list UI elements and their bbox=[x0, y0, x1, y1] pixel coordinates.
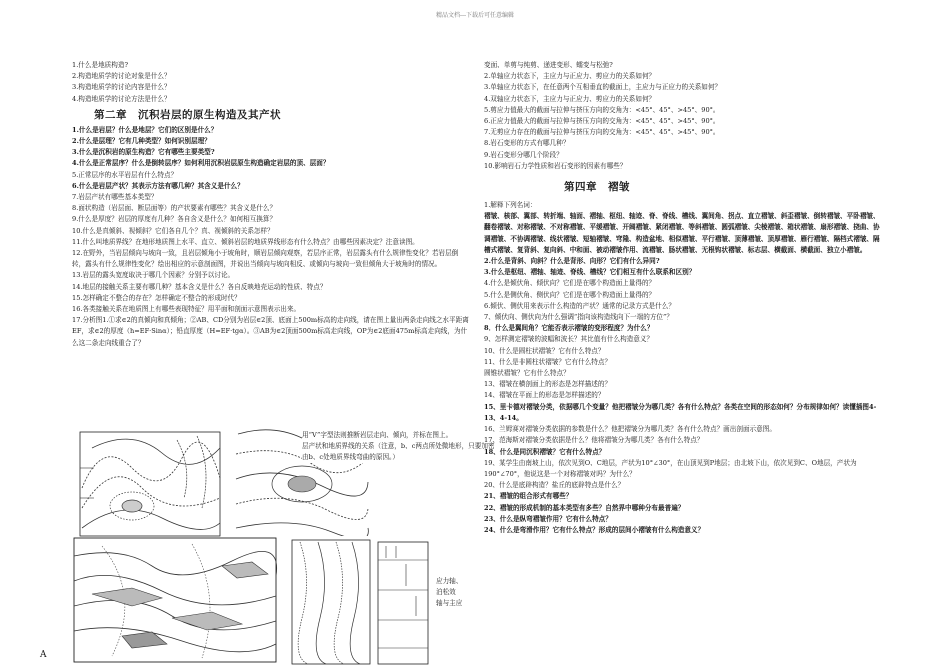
geologic-map-figure-3 bbox=[72, 536, 278, 664]
question-item: 8.岩石变形的方式有哪几种？ bbox=[484, 139, 570, 148]
question-item: 8．什么是翼间角？它能否表示褶皱的变形程度？为什么？ bbox=[484, 324, 654, 333]
question-item: 17、范海斯对褶皱分类依据是什么？他将褶皱分为哪几类？各有什么特点？ bbox=[484, 436, 704, 445]
question-item: 18、什么是同沉积褶皱？它有什么特点？ bbox=[484, 447, 606, 456]
question-item: 圆锥状褶皱？它有什么特点？ bbox=[484, 369, 570, 378]
text-fragment: 轴与主应 bbox=[436, 598, 462, 609]
question-item: 7.无剪应力存在的截面与拉伸与挤压方向的交角为：<45°、45°、>45°、90°。 bbox=[484, 128, 720, 137]
question-item: 13.岩层的露头宽度取决于哪几个因素？分别予以讨论。 bbox=[72, 271, 235, 280]
question-item: 14.地层的接触关系主要有哪几种？基本含义是什么？各自反映地壳运动的性质、特点？ bbox=[72, 282, 327, 291]
question-item: 2.单轴应力状态下，主应力与正应力、剪应力的关系如何？ bbox=[484, 72, 656, 81]
geologic-map-figure-6 bbox=[376, 540, 430, 666]
geologic-map-figure-5 bbox=[290, 538, 372, 666]
question-item: 1.什么是岩层？什么是地层？它们的区别是什么？ bbox=[72, 125, 218, 134]
text-fragment: 应力轴、 bbox=[436, 576, 462, 587]
question-item: 21、褶皱的组合形式有哪些？ bbox=[484, 492, 573, 501]
text-fragment: 层产状和地质界线的关系（注意，b、c两点所处微地形，只要加密 bbox=[302, 441, 495, 452]
question-item: 4.双轴应力状态下，主应力与正应力、剪应力的关系如何？ bbox=[484, 94, 656, 103]
question-item: 3.什么是沉积岩的原生构造？它有哪些主要类型? bbox=[72, 148, 215, 157]
question-item: 1.解释下列名词： bbox=[484, 201, 537, 210]
question-item: 23、什么是纵弯褶皱作用？它有什么特点？ bbox=[484, 514, 612, 523]
question-item: 4.什么是正常层序？什么是倒转层序？如何利用沉积岩层原生构造确定岩层的顶、层面？ bbox=[72, 159, 330, 168]
question-item: 19、某学生由南坡上山，依次见到O、C地层，产状为10°∠30°，在山顶见到P地层；由北坡下山，依次见到C、O地层，产状为190°∠70°，他说这是一个对称褶皱对吗？为什么？ bbox=[484, 458, 857, 478]
chapter-4-title: 第四章 褶皱 bbox=[564, 181, 630, 194]
question-item: 15、里卡德对褶皱分类，依据哪几个变量？他把褶皱分为哪几类？各有什么特点？各类在空间的形态如何？分布规律如何？读懂插图4-13、4-14。 bbox=[484, 402, 877, 422]
question-item: 9、怎样测定褶皱的波幅和波长？其比值有什么构造意义？ bbox=[484, 335, 654, 344]
right-column bbox=[484, 60, 884, 536]
text-fragment: 泊松效 bbox=[436, 587, 456, 598]
question-item: 11、什么是非圆柱状褶皱？它有什么特点？ bbox=[484, 357, 612, 366]
question-item: 10.影响岩石力学性质和岩石变形的因素有哪些？ bbox=[484, 161, 627, 170]
question-item: 2.什么是层理？它有几种类型？如何识别层理？ bbox=[72, 137, 211, 146]
chapter-2-title: 第二章 沉积岩层的原生构造及其产状 bbox=[94, 108, 281, 121]
question-item: 5.剪应力值最大的截面与拉伸与挤压方向的交角为：<45°、45°、>45°、90°。 bbox=[484, 105, 720, 114]
question-item: 3.单轴应力状态下，在任意两个互相垂直的截面上，主应力与正应力的关系如何？ bbox=[484, 83, 722, 92]
question-item: 8.面状构造（岩层面、断层面等）的产状要素有哪些？其含义是什么？ bbox=[72, 204, 277, 213]
question-item: 2.构造地质学的讨论对象是什么？ bbox=[72, 72, 171, 81]
question-item: 22、褶皱的形成机制的基本类型有多些？自然界中哪种分布最普遍？ bbox=[484, 503, 685, 512]
question-item: 5.什么是侧伏角、侧伏向？它们是在哪个构造面上量得的？ bbox=[484, 290, 656, 299]
question-item: 2.什么是背斜、向斜？什么是背形、向形？它们有什么异同? bbox=[484, 257, 660, 266]
question-item: 12.在野外，当岩层倾向与坡向一致，且岩层倾角小于坡角时，顺岩层倾向观察，若层序正常，岩层露头有什么规律性变化？若岩层倒转，露头有什么规律性变化？绘出相应的示意剖面图，并说出当倾向与坡向相反、或倾向与坡向一致但倾角大于坡角时的情况。 bbox=[72, 249, 459, 269]
question-item: 4.构造地质学的讨论方法是什么？ bbox=[72, 94, 171, 103]
question-item: 15.怎样确定不整合的存在？怎样确定不整合的形成时代？ bbox=[72, 293, 241, 302]
question-item: 6.正应力值最大的截面与拉伸与挤压方向的交角为：<45°、45°、>45°、90°。 bbox=[484, 117, 720, 126]
term-list: 褶皱、核部、翼部、转折端、轴面、褶轴、枢纽、轴迹、脊、脊线、槽线、翼间角、拐点、直立褶皱、斜歪褶皱、倒转褶皱、平卧褶皱、翻卷褶皱、对称褶皱、不对称褶皱、平缓褶皱、开阔褶皱、紧闭褶皱、等斜褶皱、圆弧褶皱、尖棱褶皱、箱状褶皱、扇形褶皱、挠曲、协调褶皱、不协调褶皱、线状褶皱、短轴褶皱、穹隆、构造盆地、相似褶皱、平行褶皱、顶薄褶皱、顶厚褶皱、雁行褶皱、隔档式褶皱、隔槽式褶皱、复背斜、复向斜、中和面、被动褶皱作用、流褶皱、肠状褶皱、无根钩状褶皱、标志层、横截面、横截面、独立小褶皱。 bbox=[484, 212, 880, 254]
question-item: 5.正常层序的水平岩层有什么特点？ bbox=[72, 170, 178, 179]
question-item: 17.分析图1.①求∈2的真倾向和真倾角；②AB、CD分别为岩层∈2顶、底面上500m标高的走向线，请在图上量出两条走向线之水平距离EF，求∈2的厚度（h=EF·Sinα）；铅直厚度（H=EF·tgα）。③AB为∈2顶面500m标高走向线，OP为∈2底面475m标高走向线，为什么这二条走向线重合了？ bbox=[72, 316, 469, 347]
question-item: 4.什么是倾伏角、倾伏向？它们是在哪个构造面上量得的？ bbox=[484, 279, 656, 288]
question-item: 14、褶皱在平面上的形态是怎样描述的？ bbox=[484, 391, 605, 400]
left-column bbox=[72, 60, 470, 349]
question-item: 9.什么是厚度？岩层的厚度有几种？各自含义是什么？如何相互换算？ bbox=[72, 215, 277, 224]
geologic-map-figure-1 bbox=[72, 428, 222, 538]
question-item: 13、褶皱在横剖面上的形态是怎样描述的？ bbox=[484, 380, 612, 389]
question-item: 11.什么叫地质界线？在地形地质图上水平、直立、倾斜岩层的地质界线形态有什么特点？由哪些因素决定？注意读图。 bbox=[72, 237, 419, 246]
question-item: 24、什么是弯滑作用？它有什么特点？形成的层间小褶皱有什么构造意义？ bbox=[484, 525, 705, 534]
question-item: 1.什么是地质构造? bbox=[72, 61, 128, 69]
question-item: 16、兰姆赛对褶皱分类依据的参数是什么？他把褶皱分为哪几类？各有什么特点？画出剖面示意图。 bbox=[484, 425, 776, 434]
question-item: 6.什么是岩层产状？其表示方法有哪几种？其含义是什么？ bbox=[72, 181, 244, 190]
question-item: 10、什么是圆柱状褶皱？它有什么特点？ bbox=[484, 346, 605, 355]
question-item: 变面、单剪与纯剪、递进变形、蠕变与松弛? bbox=[484, 61, 613, 69]
question-item: 7.岩层产状有哪些基本类型？ bbox=[72, 193, 158, 202]
question-item: 16.各类接触关系在地质图上有哪些表现特征？用平面和剖面示意图表示出来。 bbox=[72, 305, 301, 314]
question-item: 7、倾伏向、侧伏向为什么强调“指向该构造线向下一端的方位”？ bbox=[484, 313, 673, 322]
page-header: 精品文档---下载后可任意编辑 bbox=[435, 12, 515, 19]
question-item: 10.什么是真倾斜、视倾斜？它们各自几个？真、视倾斜的关系怎样？ bbox=[72, 226, 274, 235]
question-item: 20、什么是底辟构造？盐丘的底辟特点是什么？ bbox=[484, 481, 625, 490]
text-fragment: 用“V”字型法则推断岩层走向、倾向，并标在图上。 bbox=[302, 430, 452, 441]
text-fragment: 由b、c处地质界线弯曲的原因。） bbox=[302, 452, 399, 463]
figure-label: A bbox=[40, 650, 47, 660]
question-item: 6.倾伏、侧伏用来表示什么构造的产状？通常的记录方式是什么？ bbox=[484, 301, 675, 310]
question-item: 3.构造地质学的讨论内容是什么？ bbox=[72, 83, 171, 92]
question-item: 3.什么是枢纽、褶轴、轴迹、脊线、槽线？它们相互有什么联系和区别？ bbox=[484, 268, 696, 277]
question-item: 9.岩石变形分哪几个阶段？ bbox=[484, 150, 563, 159]
